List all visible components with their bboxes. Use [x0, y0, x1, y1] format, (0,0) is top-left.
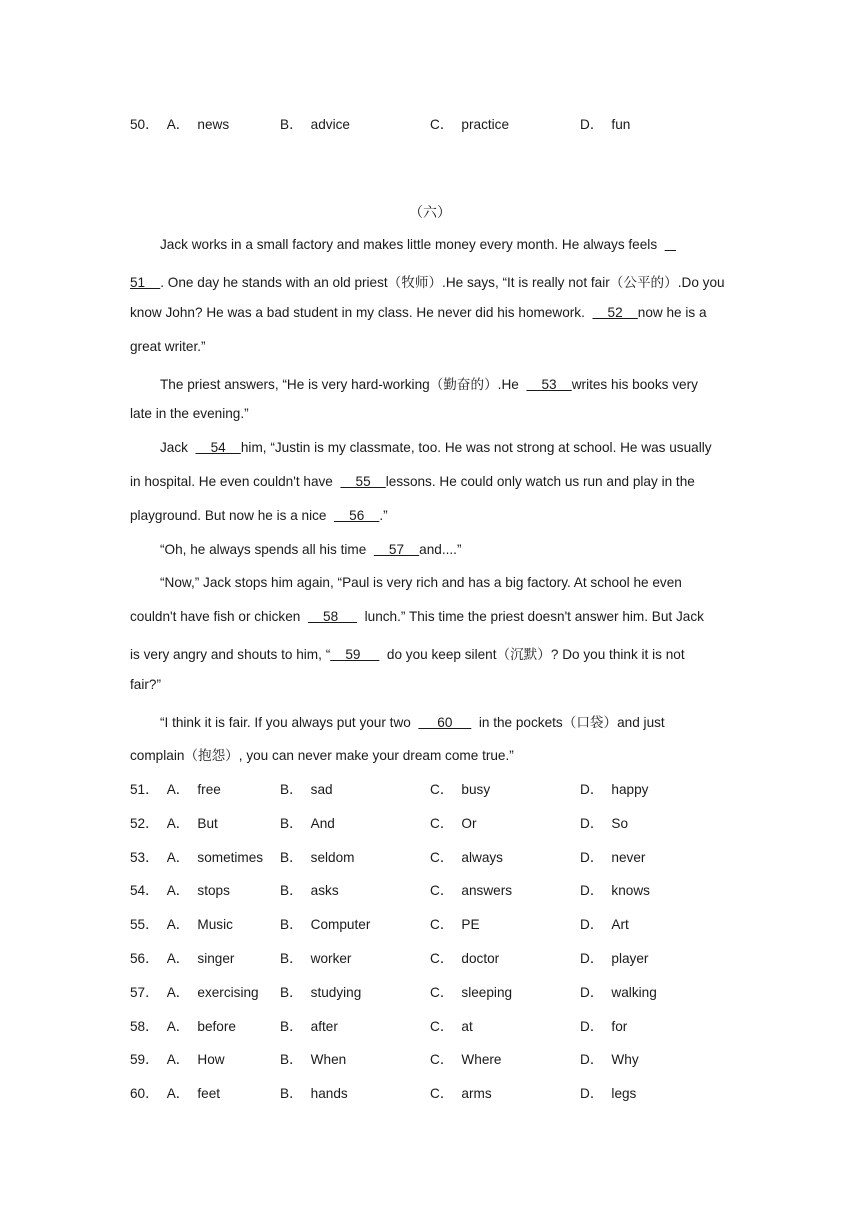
passage-text: him, “Justin is my classmate, too. He was not strong at school. He was usually: [240, 440, 712, 455]
question-number: 52．: [130, 815, 159, 831]
option-letter: B．: [280, 951, 303, 966]
option-letter: B．: [280, 117, 303, 132]
question-option-a: [130, 846, 263, 866]
question-option-c: [430, 778, 490, 798]
passage-text: . One day he stands with an old priest（牧师）.He says, “It is really not fair（公平的）.Do you: [160, 275, 725, 290]
option-letter: B．: [280, 917, 303, 933]
blank-52: 52: [592, 305, 638, 320]
option-letter: A．: [166, 117, 190, 132]
question-row: [130, 981, 770, 1001]
question-option-a: [130, 1015, 236, 1035]
option-text: sad: [310, 782, 333, 797]
passage-text: and....”: [419, 542, 462, 557]
option-text: feet: [197, 1086, 221, 1102]
option-letter: D．: [580, 1086, 604, 1102]
option-letter: B．: [280, 984, 303, 1000]
question-option-a: [130, 1048, 225, 1068]
question-row: [130, 846, 770, 866]
option-letter: A．: [166, 951, 190, 966]
question-option-c: [430, 1015, 473, 1035]
option-letter: A．: [166, 917, 190, 933]
option-text: sleeping: [461, 984, 513, 1000]
option-letter: D．: [580, 782, 604, 797]
passage-line: [130, 406, 249, 421]
question-option-d: [580, 913, 629, 933]
option-letter: D．: [580, 1052, 604, 1068]
option-letter: D．: [580, 984, 604, 1000]
passage-text: great writer.”: [130, 339, 206, 354]
passage-text: “Now,” Jack stops him again, “Paul is very rich and has a big factory. At school he even: [160, 575, 682, 590]
question-option-b: [280, 1015, 338, 1035]
question-option-d: [580, 1015, 627, 1035]
passage-text: do you keep silent（沉默）? Do you think it is not: [386, 647, 685, 662]
option-text: studying: [310, 984, 362, 1000]
option-letter: C．: [430, 951, 454, 966]
option-letter: C．: [430, 815, 454, 831]
question-50-option-d: [580, 113, 630, 133]
option-text: news: [197, 117, 230, 132]
option-letter: A．: [166, 1018, 190, 1034]
passage-text: now he is a: [637, 305, 707, 320]
question-option-b: [280, 1082, 348, 1102]
question-row: [130, 1015, 770, 1035]
passage-text: lessons. He could only watch us run and play in the: [385, 474, 695, 489]
passage-text: Jack: [160, 440, 188, 455]
passage-line: [130, 474, 695, 489]
passage-text: .”: [379, 508, 388, 523]
option-text: at: [461, 1018, 473, 1034]
question-number: 50．: [130, 117, 159, 132]
section-title: （六）: [409, 204, 451, 220]
passage-line: [160, 542, 462, 557]
option-letter: D．: [580, 1018, 604, 1034]
option-text: practice: [461, 117, 510, 132]
question-option-b: [280, 981, 361, 1001]
question-option-a: [130, 1082, 220, 1102]
question-row: [130, 778, 770, 798]
question-row: [130, 947, 770, 967]
option-letter: D．: [580, 883, 604, 899]
question-number: 59．: [130, 1052, 159, 1068]
question-option-c: [430, 846, 503, 866]
option-text: worker: [310, 951, 352, 966]
option-text: hands: [310, 1086, 348, 1102]
question-option-b: [280, 879, 339, 899]
question-option-c: [430, 1048, 501, 1068]
passage-text: is very angry and shouts to him, “: [130, 647, 331, 662]
passage-line: [160, 373, 698, 393]
question-option-d: [580, 812, 628, 832]
question-option-b: [280, 1048, 346, 1068]
question-50-option-c: [430, 113, 509, 133]
question-option-c: [430, 879, 512, 899]
option-letter: B．: [280, 849, 303, 865]
question-row-50: [130, 113, 770, 133]
option-letter: C．: [430, 782, 454, 797]
option-text: walking: [611, 984, 657, 1000]
question-row: [130, 812, 770, 832]
option-text: after: [310, 1018, 338, 1034]
passage-line: [130, 271, 725, 291]
blank-58: 58: [307, 609, 358, 624]
question-row: [130, 1048, 770, 1068]
passage-line: [160, 575, 682, 590]
option-text: So: [611, 815, 629, 831]
blank-55: 55: [340, 474, 386, 489]
question-option-a: [130, 913, 233, 933]
question-option-b: [280, 913, 370, 933]
option-text: always: [461, 849, 503, 865]
option-letter: A．: [166, 782, 190, 797]
option-text: But: [197, 815, 218, 831]
question-number: 55．: [130, 917, 159, 933]
passage-line: [130, 339, 206, 354]
question-50-option-b: [280, 113, 350, 133]
option-text: seldom: [310, 849, 355, 865]
question-option-d: [580, 981, 657, 1001]
passage-text: know John? He was a bad student in my class. He never did his homework.: [130, 305, 585, 320]
option-text: advice: [310, 117, 350, 132]
option-letter: C．: [430, 849, 454, 865]
option-text: legs: [611, 1086, 637, 1102]
question-option-b: [280, 846, 355, 866]
question-option-b: [280, 947, 351, 967]
passage-line: [130, 305, 707, 320]
passage-line: [130, 609, 704, 624]
passage-text: “I think it is fair. If you always put your two: [160, 715, 411, 730]
question-option-d: [580, 778, 648, 798]
passage-line: [160, 711, 665, 731]
question-50-option-a: [130, 113, 229, 133]
option-text: sometimes: [197, 849, 264, 865]
option-letter: D．: [580, 117, 604, 132]
question-option-d: [580, 879, 650, 899]
question-option-c: [430, 947, 499, 967]
option-letter: C．: [430, 984, 454, 1000]
question-option-a: [130, 879, 230, 899]
option-text: exercising: [197, 984, 259, 1000]
question-number: 60．: [130, 1086, 159, 1102]
option-letter: C．: [430, 1018, 454, 1034]
blank-57: 57: [373, 542, 420, 557]
option-text: PE: [461, 917, 480, 933]
passage-text: couldn't have fish or chicken: [130, 609, 301, 624]
option-letter: B．: [280, 815, 303, 831]
passage-line: [130, 677, 161, 692]
option-text: Where: [461, 1052, 502, 1068]
option-text: Or: [461, 815, 477, 831]
question-option-c: [430, 1082, 492, 1102]
passage-text: fair?”: [130, 677, 161, 692]
option-letter: B．: [280, 883, 303, 899]
question-number: 51．: [130, 782, 159, 797]
passage-line: [160, 237, 676, 252]
blank-56: 56: [334, 508, 380, 523]
passage-text: playground. But now he is a nice: [130, 508, 327, 523]
passage-line: [130, 744, 514, 764]
passage-line: [130, 508, 388, 523]
blank-60: 60: [418, 715, 472, 730]
option-text: stops: [197, 883, 230, 899]
option-letter: A．: [166, 883, 190, 899]
option-letter: C．: [430, 1086, 454, 1102]
option-text: fun: [611, 117, 631, 132]
blank-51-start: [665, 237, 676, 252]
option-text: knows: [611, 883, 650, 899]
passage-line: [160, 440, 712, 455]
question-option-d: [580, 1082, 636, 1102]
option-text: Music: [197, 917, 233, 933]
option-text: Why: [611, 1052, 639, 1068]
option-text: for: [611, 1018, 628, 1034]
passage-text: late in the evening.”: [130, 406, 249, 421]
blank-54: 54: [195, 440, 241, 455]
option-letter: B．: [280, 1052, 303, 1068]
option-letter: C．: [430, 917, 454, 933]
question-option-c: [430, 981, 512, 1001]
option-letter: B．: [280, 1086, 303, 1102]
option-text: doctor: [461, 951, 500, 966]
question-row: [130, 879, 770, 899]
question-row: [130, 1082, 770, 1102]
question-option-d: [580, 1048, 639, 1068]
option-letter: A．: [166, 984, 190, 1000]
passage-text: “Oh, he always spends all his time: [160, 542, 367, 557]
option-letter: B．: [280, 1018, 303, 1034]
option-letter: D．: [580, 849, 604, 865]
question-option-a: [130, 778, 221, 798]
option-text: player: [611, 951, 649, 966]
option-text: asks: [310, 883, 339, 899]
question-option-b: [280, 778, 333, 798]
question-number: 56．: [130, 951, 159, 966]
passage-line: [130, 643, 685, 663]
option-text: Art: [611, 917, 629, 933]
question-number: 53．: [130, 849, 159, 865]
option-letter: A．: [166, 849, 190, 865]
option-text: arms: [461, 1086, 492, 1102]
question-option-c: [430, 812, 477, 832]
question-row: [130, 913, 770, 933]
option-text: happy: [611, 782, 649, 797]
option-text: never: [611, 849, 646, 865]
option-letter: A．: [166, 1086, 190, 1102]
option-letter: C．: [430, 883, 454, 899]
blank-51: 51: [130, 275, 161, 290]
passage-text: Jack works in a small factory and makes little money every month. He always feels: [160, 237, 658, 252]
passage-text: writes his books very: [571, 377, 698, 392]
option-text: When: [310, 1052, 347, 1068]
question-option-a: [130, 981, 259, 1001]
option-text: before: [197, 1018, 236, 1034]
question-option-c: [430, 913, 480, 933]
option-letter: D．: [580, 917, 604, 933]
option-text: And: [310, 815, 335, 831]
passage-text: The priest answers, “He is very hard-working（勤奋的）.He: [160, 377, 519, 392]
option-text: How: [197, 1052, 225, 1068]
option-letter: A．: [166, 1052, 190, 1068]
passage-text: lunch.” This time the priest doesn't answer him. But Jack: [364, 609, 704, 624]
passage-text: in the pockets（口袋）and just: [478, 715, 665, 730]
question-option-a: [130, 812, 218, 832]
question-number: 54．: [130, 883, 159, 899]
option-text: singer: [197, 951, 235, 966]
option-letter: D．: [580, 815, 604, 831]
question-option-a: [130, 947, 234, 967]
blank-53: 53: [526, 377, 572, 392]
question-option-d: [580, 846, 645, 866]
option-letter: B．: [280, 782, 303, 797]
question-number: 57．: [130, 984, 159, 1000]
passage-text: in hospital. He even couldn't have: [130, 474, 333, 489]
option-text: busy: [461, 782, 491, 797]
option-text: Computer: [310, 917, 371, 933]
blank-59: 59: [330, 647, 380, 662]
question-number: 58．: [130, 1018, 159, 1034]
option-letter: C．: [430, 1052, 454, 1068]
question-option-d: [580, 947, 648, 967]
option-letter: D．: [580, 951, 604, 966]
option-letter: C．: [430, 117, 454, 132]
option-text: free: [197, 782, 221, 797]
question-option-b: [280, 812, 335, 832]
passage-text: complain（抱怨）, you can never make your dream come true.”: [130, 748, 514, 763]
option-text: answers: [461, 883, 513, 899]
option-letter: A．: [166, 815, 190, 831]
